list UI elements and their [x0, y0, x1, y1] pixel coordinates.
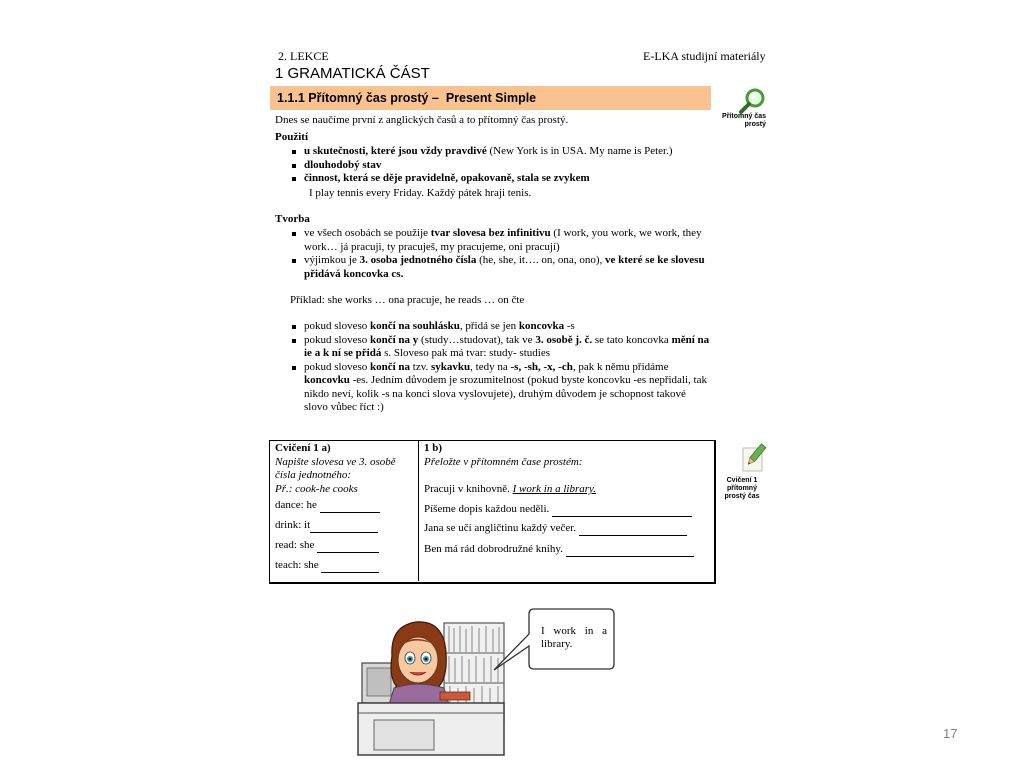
side-label-line: přítomný — [727, 485, 757, 492]
exercise-a-title: Cvičení 1 a) — [275, 442, 331, 454]
example-czech: Pracuji v knihovně. — [424, 483, 513, 495]
side-label-line: prostý — [744, 121, 766, 128]
pouziti-example: I play tennis every Friday. Každý pátek hraji tenis. — [309, 187, 532, 199]
text-span-bold: 3. osobě j. č. — [535, 333, 593, 346]
side-label-line: Cvičení 1 — [726, 477, 758, 484]
text-span-bold: -s, -sh, -x, -ch — [510, 360, 573, 373]
answer-blank[interactable] — [321, 572, 379, 573]
list-item-bold: dlouhodobý stav — [304, 158, 382, 171]
text-span-bold: tvar slovesa bez infinitivu — [430, 227, 551, 239]
text-span-bold: 3. osoba jednotného čísla — [359, 254, 477, 266]
text-span-bold: končí na — [370, 360, 411, 373]
exercise-b-prompt: Ben má rád dobrodružné knihy. — [424, 543, 563, 555]
exercise-b-item — [424, 543, 694, 557]
list-item — [290, 227, 710, 254]
exercise-a-item — [275, 499, 380, 513]
section-side-label — [708, 113, 766, 129]
answer-blank[interactable] — [317, 552, 379, 553]
course-header: E-LKA studijní materiály — [643, 49, 766, 63]
exercise-a-item — [275, 519, 378, 533]
rules-list — [290, 320, 710, 415]
priklad-text: Příklad: she works … ona pracuje, he reads … on čte — [290, 294, 525, 306]
text-span: , pak k němu přidáme — [572, 360, 669, 373]
list-item — [290, 145, 710, 159]
text-span: výjimkou je — [304, 254, 360, 266]
exercise-a-prompt: read: she — [275, 539, 315, 551]
exercise-b — [424, 442, 709, 469]
exercise-b-example — [424, 483, 596, 497]
list-item-bold: u skutečnosti, které jsou vždy pravdivé — [304, 145, 487, 157]
list-item-bold: činnost, která se děje pravidelně, opakovaně, stala se zvykem — [304, 172, 590, 184]
text-span: , tedy na — [470, 360, 511, 373]
pencil-icon — [740, 443, 768, 473]
exercise-a-item — [275, 539, 379, 553]
speech-bubble-text: I work in a library. — [541, 625, 607, 650]
text-span: ve všech osobách se použije — [304, 227, 431, 239]
exercise-b-prompt: Píšeme dopis každou neděli. — [424, 503, 550, 515]
answer-blank[interactable] — [566, 556, 694, 557]
intro-text: Dnes se naučíme první z anglických časů a to přítomný čas prostý. — [275, 114, 569, 126]
chapter-title: 1 GRAMATICKÁ ČÁST — [275, 65, 430, 82]
exercise-a-item — [275, 559, 379, 573]
list-item — [290, 254, 710, 281]
exercise-side-label — [716, 477, 768, 501]
list-item — [290, 159, 710, 173]
exercise-a-prompt: teach: she — [275, 559, 319, 571]
side-label-line: Přítomný čas — [722, 113, 766, 120]
exercise-a-prompt: drink: it — [275, 519, 311, 531]
exercise-a-instruction: Napište slovesa ve 3. osobě — [275, 455, 396, 468]
exercise-b-item — [424, 503, 692, 517]
section-title: 1.1.1 Přítomný čas prostý – Present Simple — [277, 91, 537, 105]
lesson-header: 2. LEKCE — [278, 49, 329, 63]
answer-blank[interactable] — [579, 535, 687, 536]
text-span-bold: mění na ie a k ní se přidá — [304, 333, 710, 359]
text-span-bold: koncovku — [304, 374, 350, 386]
exercise-divider — [418, 440, 419, 581]
exercise-b-title: 1 b) — [424, 442, 443, 454]
tvorba-heading: Tvorba — [275, 213, 310, 225]
exercise-b-prompt: Jana se učí angličtinu každý večer. — [424, 522, 577, 534]
text-span-bold: ve které se ke slovesu přidává koncovka cs. — [304, 254, 705, 280]
text-span: (he, she, it…. on, ona, ono), — [476, 254, 605, 266]
list-item — [290, 320, 710, 334]
exercise-b-item — [424, 522, 687, 536]
magnifier-icon — [737, 87, 767, 115]
list-item — [290, 334, 710, 361]
pouziti-heading: Použití — [275, 131, 308, 143]
answer-blank[interactable] — [320, 512, 380, 513]
text-span: se tato koncovka — [592, 333, 672, 346]
exercise-a-example: Př.: cook-he cooks — [275, 482, 358, 495]
text-span: pokud sloveso — [304, 333, 370, 346]
text-span: (study…studovat), tak ve — [418, 333, 536, 346]
text-span: -s — [564, 320, 575, 332]
text-span-bold: sykavku — [431, 360, 471, 373]
page-number: 17 — [943, 726, 958, 741]
exercise-a-prompt: dance: he — [275, 499, 317, 511]
text-span-bold: končí na souhlásku — [370, 320, 460, 332]
text-span-bold: končí na y — [370, 333, 419, 346]
exercise-b-instruction: Přeložte v přítomném čase prostém: — [424, 455, 583, 468]
text-span: -es. Jedním důvodem je srozumitelnost (pokud byste koncovku -es nepřidali, tak nikdo neví, kolik -s na konci slova vyslovujete), druhým důvodem je schopnost takové slovo vůbec říct :) — [304, 374, 707, 413]
list-item-rest: (New York is in USA. My name is Peter.) — [486, 145, 673, 157]
text-span: , přidá se jen — [459, 320, 519, 332]
exercise-a-instruction: čísla jednotného: — [275, 469, 352, 481]
text-span: s. Sloveso pak má tvar: study- studies — [381, 347, 550, 359]
example-english: I work in a library. — [512, 483, 597, 495]
text-span-bold: koncovka — [518, 320, 565, 332]
answer-blank[interactable] — [310, 532, 378, 533]
text-span: (I work, you work, we work, they work… já pracuji, ty pracuješ, my pracujeme, oni pracují) — [304, 227, 702, 253]
side-label-line: prostý čas — [724, 493, 760, 500]
pouziti-list — [290, 145, 710, 186]
answer-blank[interactable] — [552, 516, 692, 517]
text-span: pokud sloveso — [304, 360, 370, 373]
exercise-a — [275, 442, 415, 496]
text-span: pokud sloveso — [304, 320, 370, 332]
list-item — [290, 172, 710, 186]
list-item — [290, 361, 710, 415]
tvorba-list — [290, 227, 710, 281]
text-span: tzv. — [410, 360, 432, 373]
